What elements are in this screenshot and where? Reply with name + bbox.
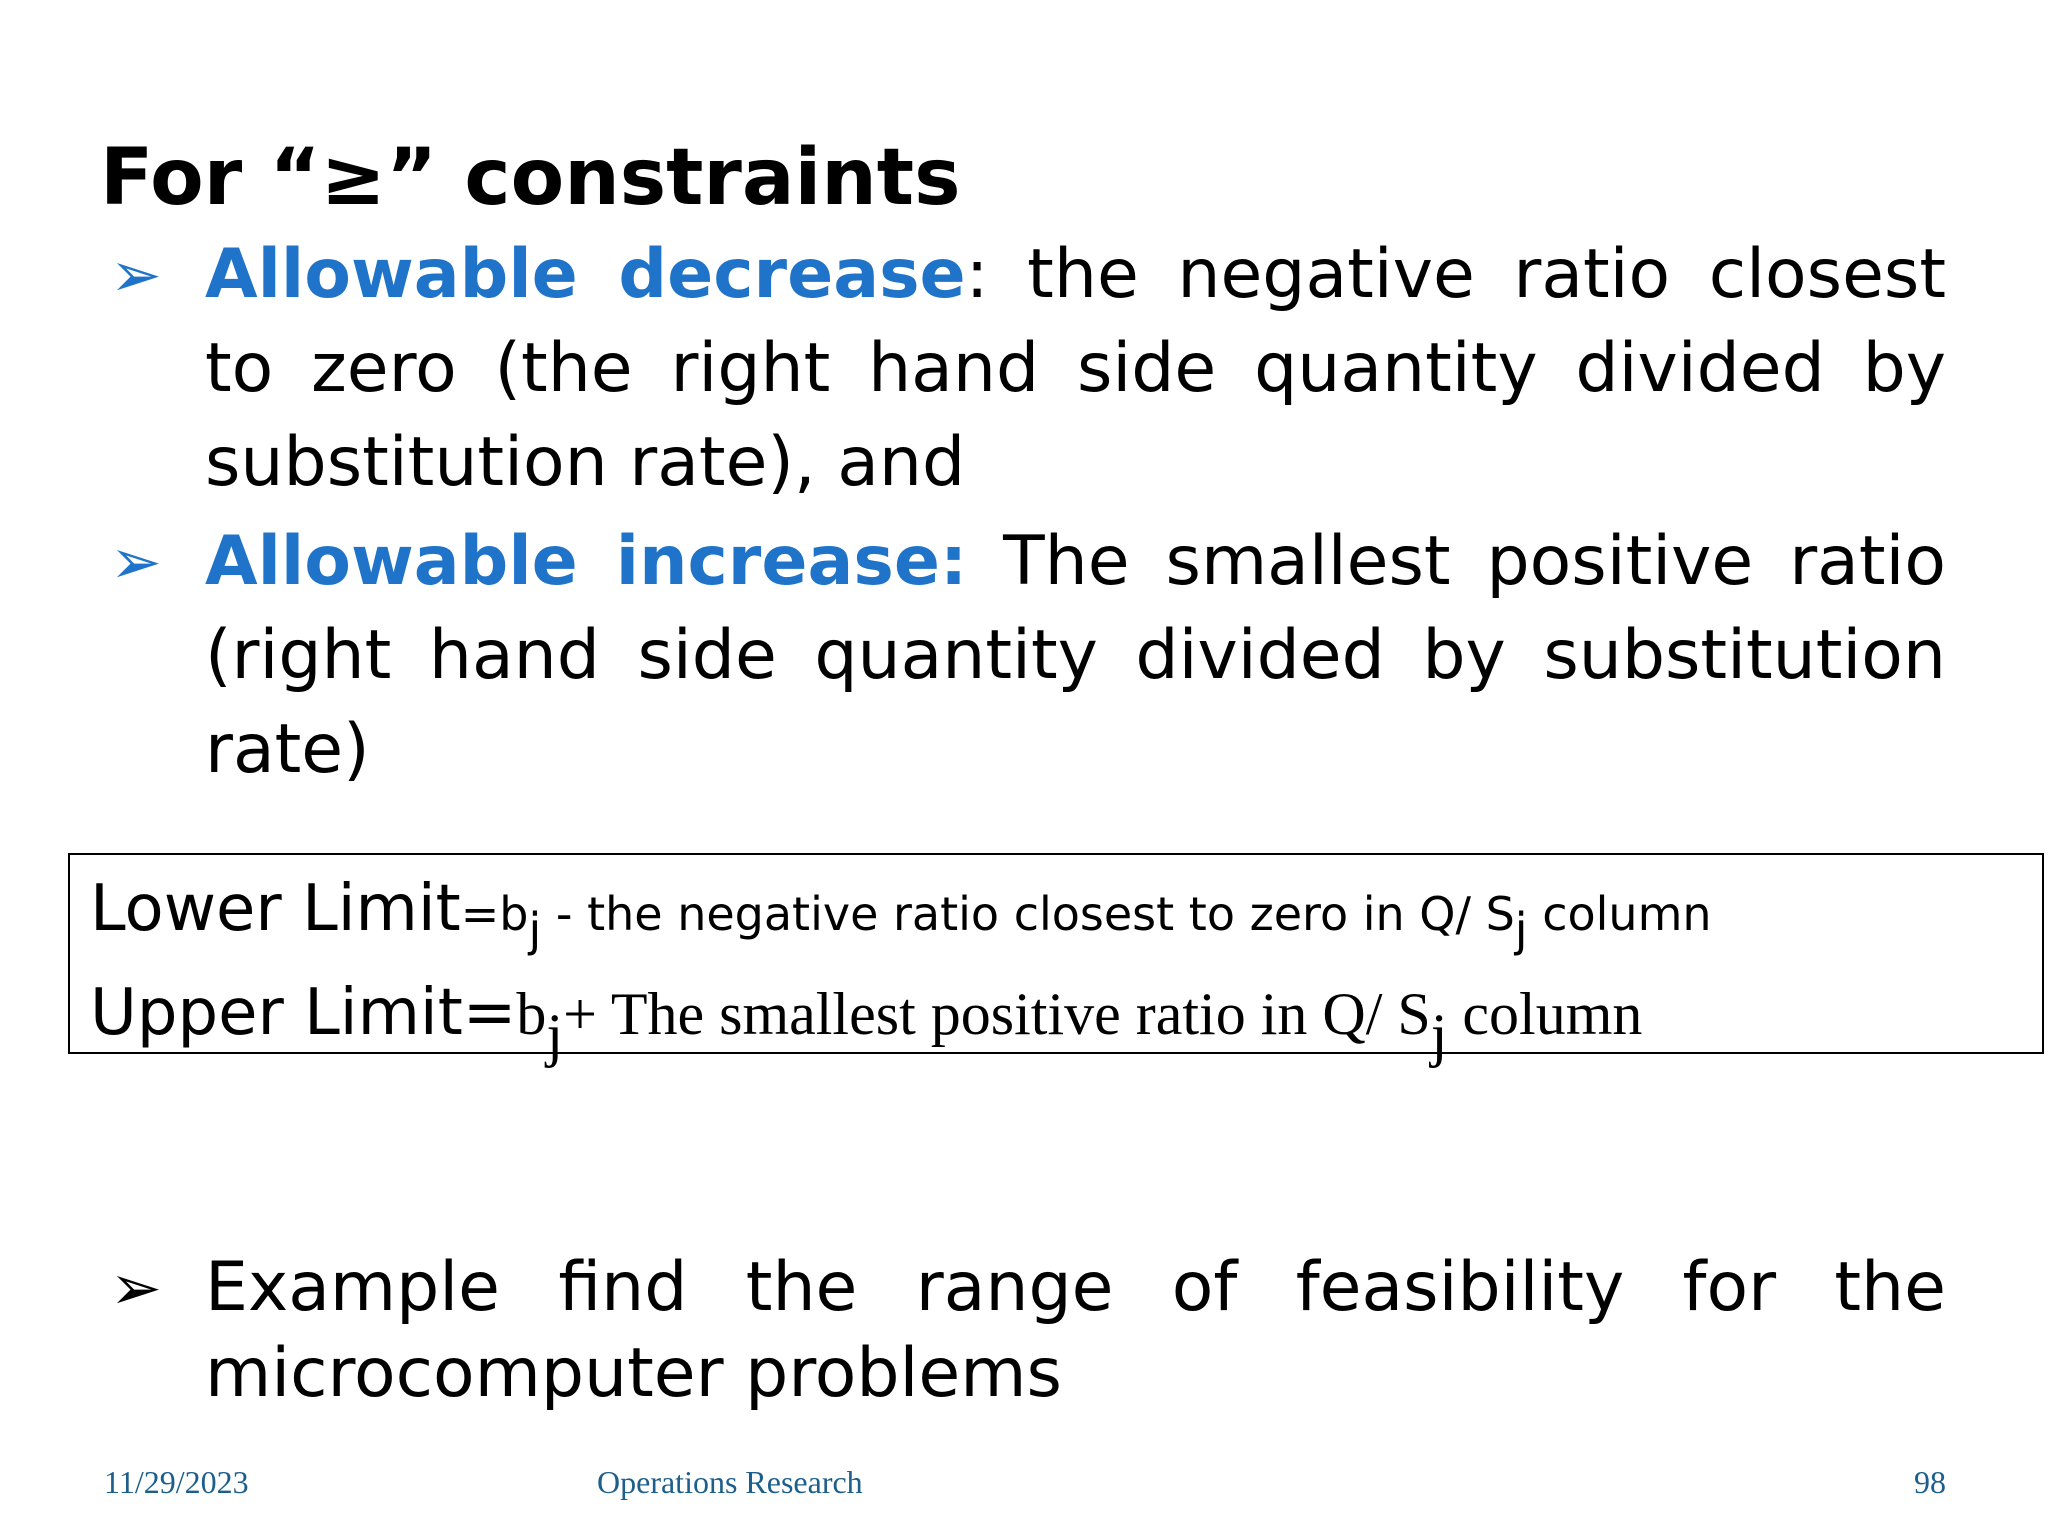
lower-limit-text: - the negative ratio closest to zero in Q/ S bbox=[541, 887, 1515, 941]
upper-limit-text: + The smallest positive ratio in Q/ S bbox=[563, 981, 1431, 1047]
bullet-allowable-increase bbox=[100, 515, 1946, 797]
upper-limit-formula bbox=[90, 977, 1642, 1071]
upper-limit-end: column bbox=[1447, 981, 1643, 1047]
lower-limit-sub: j bbox=[528, 903, 542, 958]
upper-limit-b: b bbox=[516, 981, 547, 1047]
arrow-bullet-icon: ➢ bbox=[110, 1251, 162, 1324]
bullet-description: The smallest positive ratio (right hand side quantity divided by substitution rate) bbox=[205, 522, 1946, 789]
arrow-bullet-icon: ➢ bbox=[110, 525, 162, 598]
lower-limit-formula bbox=[90, 873, 1712, 966]
bullet-example bbox=[100, 1245, 1946, 1417]
bullet-description: : the negative ratio closest to zero (the right hand side quantity divided by substitution rate), and bbox=[205, 235, 1946, 502]
bullet-text: Example find the range of feasibility for the microcomputer problems bbox=[205, 1248, 1946, 1413]
slide-title: For “≥” constraints bbox=[100, 133, 961, 223]
lower-limit-eq: =b bbox=[460, 887, 529, 941]
limits-box bbox=[68, 853, 2044, 1068]
bullet-allowable-decrease bbox=[100, 228, 1946, 510]
bullet-term: Allowable decrease bbox=[205, 235, 966, 314]
footer-date: 11/29/2023 bbox=[104, 1464, 249, 1500]
upper-limit-eq: = bbox=[462, 976, 517, 1050]
bullet-term: Allowable increase: bbox=[205, 522, 968, 601]
arrow-bullet-icon: ➢ bbox=[110, 238, 162, 311]
bullet-text bbox=[205, 515, 1946, 797]
upper-limit-sub: j bbox=[546, 1002, 564, 1068]
lower-limit-sub2: j bbox=[1514, 903, 1528, 958]
lower-limit-end: column bbox=[1527, 887, 1712, 941]
bullet-text bbox=[205, 228, 1946, 510]
footer-title: Operations Research bbox=[597, 1464, 863, 1500]
upper-limit-sub2: j bbox=[1430, 1002, 1448, 1068]
lower-limit-label: Lower Limit bbox=[90, 872, 461, 946]
footer-page-number: 98 bbox=[1914, 1464, 1946, 1500]
upper-limit-label: Upper Limit bbox=[90, 976, 463, 1050]
